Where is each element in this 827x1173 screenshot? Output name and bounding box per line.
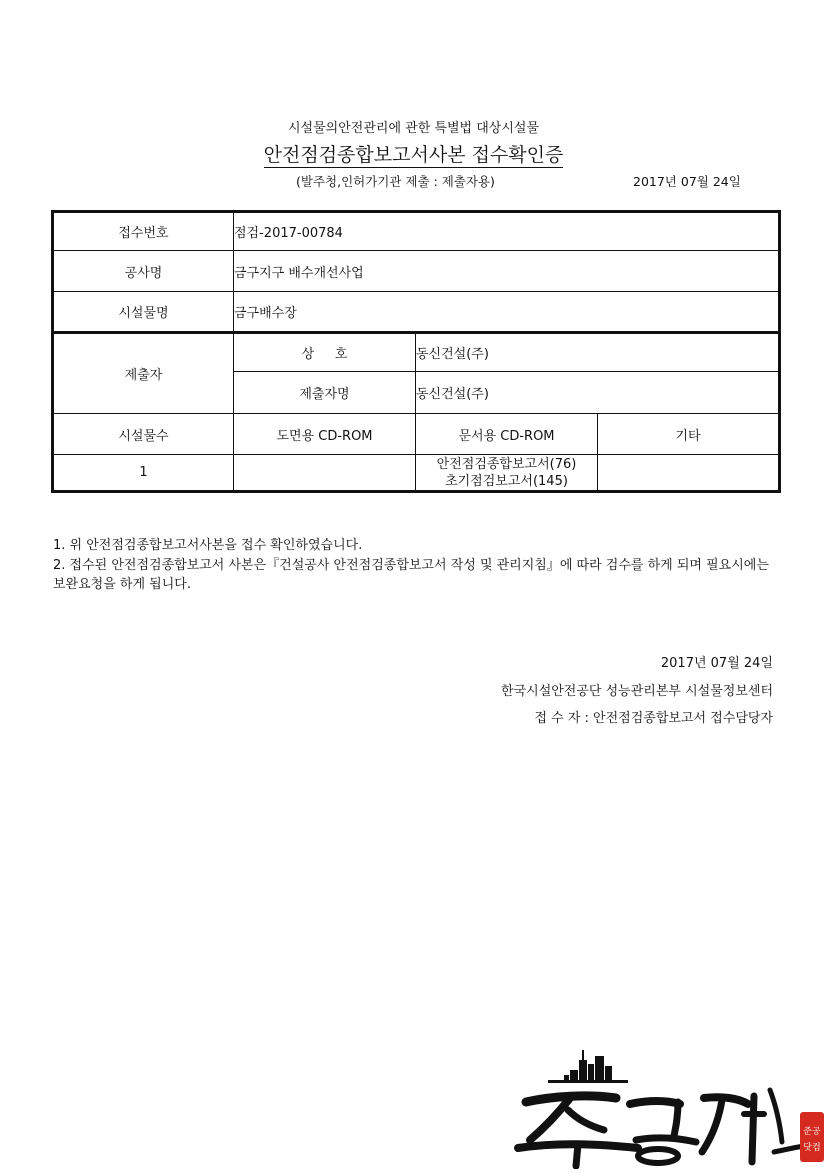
- facility-name-label: 시설물명: [53, 292, 234, 333]
- row-materials-header: [53, 414, 780, 455]
- watermark-logo: [508, 1044, 827, 1169]
- row-project-name: [53, 251, 780, 292]
- project-name-value: 금구지구 배수개선사업: [234, 251, 780, 292]
- footer-receiver: 접 수 자 : 안전점검종합보고서 접수담당자: [534, 711, 773, 726]
- red-stamp: [800, 1112, 824, 1162]
- company-label: 상 호: [234, 333, 416, 372]
- other-label: 기타: [598, 414, 780, 455]
- drawing-cd-label: 도면용 CD-ROM: [234, 414, 416, 455]
- receipt-number-value: 점검-2017-00784: [234, 212, 780, 251]
- skyline-icon: [548, 1050, 628, 1083]
- facility-count-label: 시설물수: [53, 414, 234, 455]
- drawing-cd-value: [234, 455, 416, 492]
- brush-strokes: [518, 1090, 804, 1166]
- document-cd-value: [416, 455, 598, 492]
- facility-name-value: 금구배수장: [234, 292, 780, 333]
- receipt-number-label: 접수번호: [53, 212, 234, 251]
- submission-note: (발주청,인허가기관 제출 : 제출자용): [296, 174, 495, 189]
- stamp-text-top: 준공: [803, 1127, 821, 1137]
- row-receipt-number: [53, 212, 780, 251]
- note-line-1: 1. 위 안전점검종합보고서사본을 접수 확인하였습니다.: [53, 538, 363, 553]
- note-line-2: 2. 접수된 안전점검종합보고서 사본은『건설공사 안전점검종합보고서 작성 및 관리지침』에 따라 검수를 하게 되며 필요시에는 보완요청을 하게 됩니다.: [53, 557, 769, 592]
- stamp-text-bottom: 닷컴: [803, 1143, 821, 1153]
- row-materials-values: [53, 455, 780, 492]
- header-date: 2017년 07월 24일: [633, 174, 741, 189]
- footer-date: 2017년 07월 24일: [660, 656, 773, 671]
- document-report-2: 초기점검보고서(145): [445, 473, 568, 489]
- form-subtitle: 시설물의안전관리에 관한 특별법 대상시설물: [288, 121, 539, 136]
- form-title-text: 안전점검종합보고서사본 접수확인증: [263, 144, 564, 166]
- submitter-name-value: 동신건설(주): [416, 372, 780, 414]
- other-value: [598, 455, 780, 492]
- row-company: [53, 333, 780, 372]
- facility-count-value: 1: [53, 455, 234, 492]
- notes: [53, 536, 783, 595]
- submitter-name-label: 제출자명: [234, 372, 416, 414]
- document-report-1: 안전점검종합보고서(76): [436, 456, 577, 472]
- company-value: 동신건설(주): [416, 333, 780, 372]
- project-name-label: 공사명: [53, 251, 234, 292]
- row-facility-name: [53, 292, 780, 333]
- document-cd-label: 문서용 CD-ROM: [416, 414, 598, 455]
- submitter-label: 제출자: [53, 333, 234, 414]
- receipt-table: [51, 210, 781, 493]
- footer-organization: 한국시설안전공단 성능관리본부 시설물정보센터: [501, 684, 773, 699]
- calligraphy-logo-image: [508, 1044, 827, 1169]
- form-title: [0, 140, 827, 167]
